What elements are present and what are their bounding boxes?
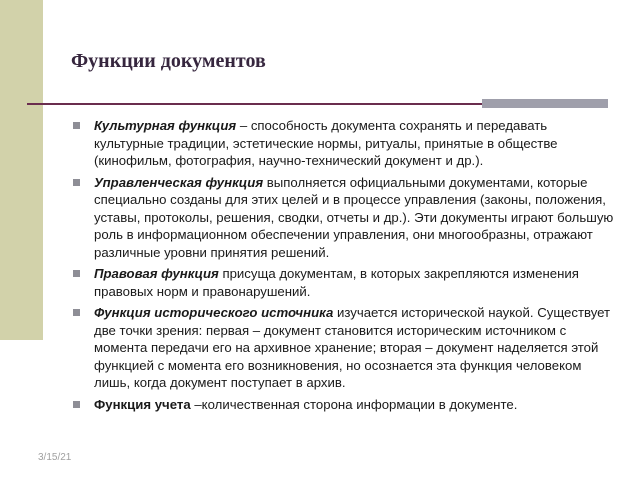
bullet-term: Культурная функция (94, 118, 237, 133)
bullet-term: Функция учета (94, 396, 191, 412)
bullet-item-management (72, 174, 620, 262)
bullet-item-legal (72, 265, 620, 300)
title-underline (27, 103, 482, 105)
square-bullet-icon (73, 179, 80, 186)
bullet-text: – способность документа сохранять и передавать культурные традиции, эстетические нормы, ритуалы, принятые в обществе (кинофильм, фотография, научно-технический документ и др.). (94, 118, 558, 168)
square-bullet-icon (73, 401, 80, 408)
bullet-list (72, 117, 620, 417)
bullet-text: изучается исторической наукой. Существует две точки зрения: первая – документ становится историческим источником с момента передачи его на архивное хранение; вторая – документ наделяется этой функцией с момента его возникновения, но осознается эта функция человеком лишь, когда документ поступает в архив. (94, 305, 611, 390)
bullet-item-historical (72, 304, 620, 392)
bullet-term: Управленческая функция (94, 174, 264, 190)
bullet-term: Функция исторического источника (94, 305, 334, 320)
bullet-item-cultural (72, 117, 620, 170)
slide-title: Функции документов (71, 50, 266, 72)
bullet-term: Правовая функция (94, 266, 219, 281)
bullet-text: –количественная сторона информации в документе. (190, 396, 518, 412)
bullet-text: присуща документам, в которых закрепляются изменения правовых норм и правонарушений. (94, 266, 579, 299)
decorative-side-bar (0, 0, 43, 340)
square-bullet-icon (73, 122, 80, 129)
bullet-item-accounting (72, 396, 620, 414)
square-bullet-icon (73, 309, 80, 316)
square-bullet-icon (73, 270, 80, 277)
title-underline-block (482, 99, 608, 108)
bullet-text: выполняется официальными документами, которые специально созданы для этих целей и в процессе управления (законы, положения, уставы, протоколы, решения, сводки, отчеты и др.). Эти документы играют большую роль в информационном обеспечении управления, они многообразны, отражают различные уровни принятия решений. (94, 174, 614, 260)
slide-date: 3/15/21 (38, 452, 72, 463)
